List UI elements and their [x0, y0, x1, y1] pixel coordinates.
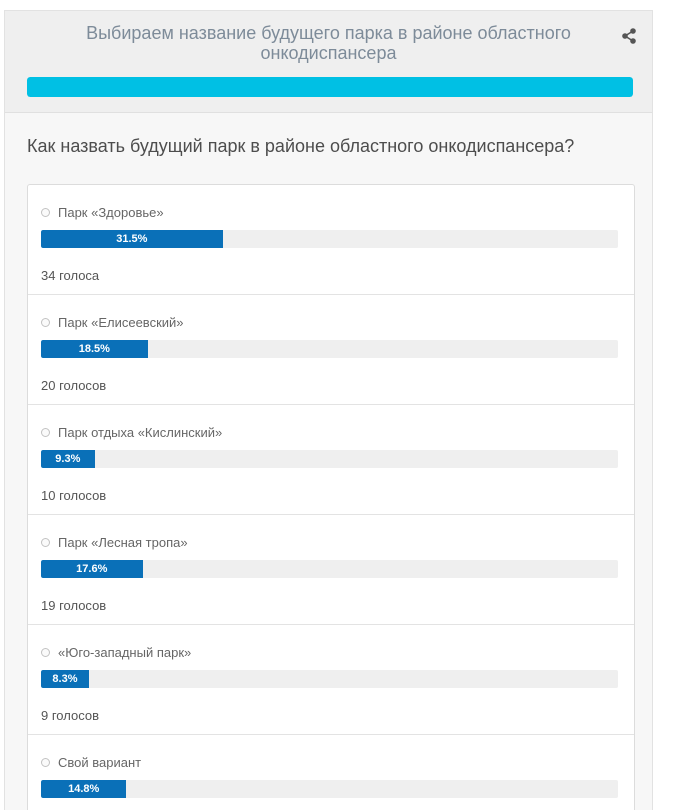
answer-item: [28, 515, 634, 625]
result-bar-fill: 9.3%: [41, 450, 95, 468]
radio-button[interactable]: [41, 318, 50, 327]
radio-button[interactable]: [41, 648, 50, 657]
answer-item: [28, 625, 634, 735]
poll-header: [5, 11, 652, 113]
radio-button[interactable]: [41, 538, 50, 547]
answer-label: Парк отдыха «Кислинский»: [58, 425, 223, 440]
share-icon[interactable]: [620, 27, 638, 45]
vote-count: 19 голосов: [41, 598, 107, 613]
answer-option[interactable]: [41, 535, 188, 550]
answer-item: [28, 735, 634, 810]
vote-count: 34 голоса: [41, 268, 100, 283]
poll-progress-bar: [27, 77, 633, 97]
answer-label: Парк «Здоровье»: [58, 205, 164, 220]
answer-item: [28, 405, 634, 515]
result-bar: [41, 670, 618, 688]
answer-option[interactable]: [41, 205, 164, 220]
answer-label: Парк «Елисеевский»: [58, 315, 184, 330]
result-bar-fill: 8.3%: [41, 670, 89, 688]
vote-count: 20 голосов: [41, 378, 107, 393]
answer-label: «Юго-западный парк»: [58, 645, 192, 660]
radio-button[interactable]: [41, 428, 50, 437]
answer-option[interactable]: [41, 645, 191, 660]
result-bar: [41, 560, 618, 578]
answer-option[interactable]: [41, 315, 184, 330]
answer-option[interactable]: [41, 755, 141, 770]
answer-label: Свой вариант: [58, 755, 142, 770]
result-bar-fill: 18.5%: [41, 340, 148, 358]
vote-count: 9 голосов: [41, 708, 99, 723]
answer-item: [28, 185, 634, 295]
result-bar: [41, 450, 618, 468]
result-bar-fill: 17.6%: [41, 560, 143, 578]
result-bar: [41, 780, 618, 798]
result-bar-fill: 14.8%: [41, 780, 126, 798]
poll-progress-fill: [27, 77, 633, 97]
answer-option[interactable]: [41, 425, 222, 440]
poll-title: Выбираем название будущего парка в районе областного онкодиспансера: [86, 23, 571, 63]
radio-button[interactable]: [41, 208, 50, 217]
radio-button[interactable]: [41, 758, 50, 767]
poll-question: Как назвать будущий парк в районе областного онкодиспансера?: [27, 136, 575, 156]
poll-widget: [4, 10, 653, 810]
answer-item: [28, 295, 634, 405]
result-bar: [41, 230, 618, 248]
answer-label: Парк «Лесная тропа»: [58, 535, 188, 550]
result-bar: [41, 340, 618, 358]
vote-count: 10 голосов: [41, 488, 107, 503]
answers-list: [27, 184, 635, 810]
result-bar-fill: 31.5%: [41, 230, 223, 248]
